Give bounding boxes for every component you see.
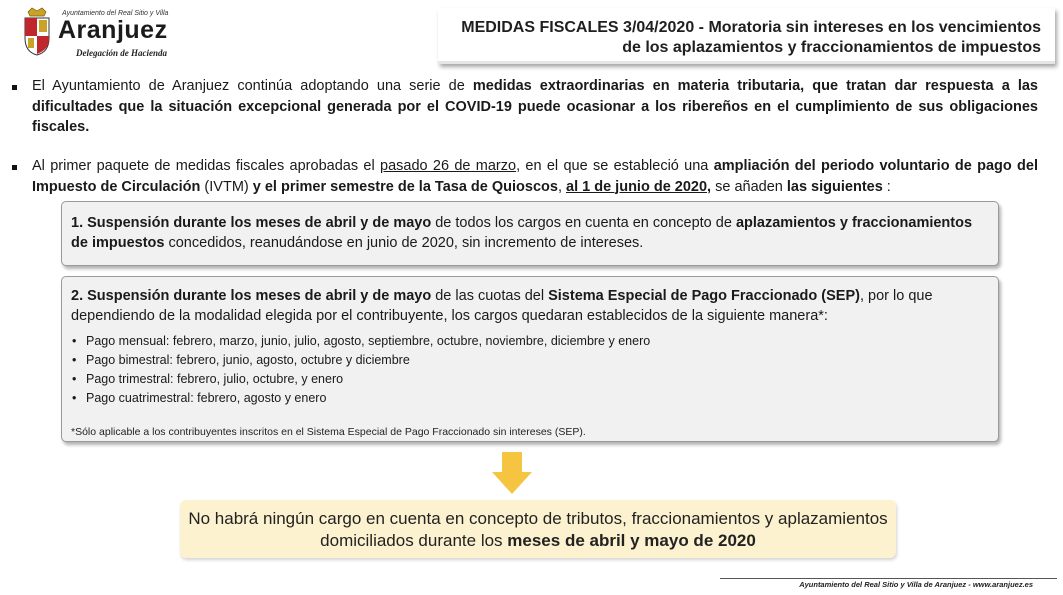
- brand-small-text: Ayuntamiento del Real Sitio y Villa: [62, 10, 169, 17]
- callout-bold: meses de abril y mayo de 2020: [507, 531, 756, 550]
- list-item: • Pago bimestral: febrero, junio, agosto, octubre y diciembre: [72, 351, 650, 370]
- footer-text: Ayuntamiento del Real Sitio y Villa de Aranjuez - www.aranjuez.es: [799, 580, 1033, 589]
- measure-1-text: [71, 213, 986, 253]
- payment-schedule-list: [72, 332, 650, 408]
- title-underline: [438, 61, 1055, 64]
- page-title: [441, 18, 1041, 58]
- title-rest: Moratoria sin intereses en los vencimientos de los aplazamientos y fraccionamientos de impuestos: [622, 19, 1041, 56]
- callout-body: No habrá ningún cargo en cuenta en concepto de tributos, fraccionamientos y aplazamientos domiciliados durante los: [188, 509, 888, 550]
- intro-paragraph: [32, 76, 1038, 138]
- measure-2-text: [71, 286, 986, 326]
- para2-deadline: al 1 de junio de 2020,: [566, 178, 712, 195]
- title-lead: MEDIDAS FISCALES 3/04/2020: [461, 19, 695, 36]
- summary-callout: [180, 500, 896, 558]
- brand-department: Delegación de Hacienda: [76, 48, 167, 58]
- para2-text: Al primer paquete de medidas fiscales aprobadas el: [32, 158, 380, 174]
- title-banner: [438, 8, 1055, 64]
- measure-1-heading: 1. Suspensión durante los meses de abril y de mayo: [71, 215, 432, 231]
- list-item: • Pago mensual: febrero, marzo, junio, julio, agosto, septiembre, octubre, noviembre, diciembre y enero: [72, 332, 650, 351]
- measure-2-box: [61, 276, 999, 442]
- measure-2-bold: Sistema Especial de Pago Fraccionado (SEP): [548, 288, 860, 304]
- measure-1-body: concedidos, reanudándose en junio de 2020, sin incremento de intereses.: [164, 235, 644, 251]
- measure-1-body: de todos los cargos en cuenta en concepto de: [431, 215, 736, 231]
- measure-2-body: , por lo que dependiendo de la modalidad elegida por el contribuyente, los cargos quedaran establecidos de la siguiente manera*:: [71, 288, 933, 324]
- para1-text: El Ayuntamiento de Aranjuez continúa adoptando una serie de: [32, 78, 473, 94]
- brand-name: Aranjuez: [58, 16, 168, 44]
- measures-paragraph: [32, 156, 1038, 197]
- para2-text: ,: [557, 178, 567, 195]
- title-dash: -: [694, 19, 709, 36]
- para2-text: :: [882, 178, 891, 195]
- list-item: • Pago cuatrimestral: febrero, agosto y enero: [72, 389, 650, 408]
- footnote: *Sólo aplicable a los contribuyentes inscritos en el Sistema Especial de Pago Fraccionado sin intereses (SEP).: [71, 426, 586, 438]
- para2-bold: las siguientes: [786, 178, 883, 195]
- para2-text: , en el que se estableció una: [516, 158, 714, 174]
- para2-text: se añaden: [711, 178, 787, 195]
- measure-2-heading: 2. Suspensión durante los meses de abril y de mayo: [71, 288, 432, 304]
- para1-bold: medidas extraordinarias en materia tributaria, que tratan dar respuesta a las dificultades que la situación excepcional generada por el COVID-19 puede ocasionar a los ribereños en el cumplimiento de sus obligaciones fiscales.: [32, 78, 1038, 135]
- measure-1-bold: aplazamientos y fraccionamientos de impuestos: [71, 215, 973, 251]
- measure-1-box: [61, 201, 999, 266]
- para2-date: pasado 26 de marzo: [380, 158, 517, 174]
- para2-bold: ampliación del periodo voluntario de pago del Impuesto de Circulación: [32, 158, 1039, 195]
- measure-2-body: de las cuotas del: [431, 288, 549, 304]
- arrow-down-icon: [492, 452, 532, 494]
- coat-of-arms-icon: [22, 6, 52, 56]
- callout-text: [180, 508, 896, 552]
- bullet-marker: [12, 165, 17, 170]
- footer-divider: [720, 578, 1057, 579]
- para2-bold: y el primer semestre de la Tasa de Quioscos: [252, 178, 558, 195]
- bullet-marker: [12, 85, 17, 90]
- brand-logo: [20, 6, 180, 62]
- para2-text: (IVTM): [200, 178, 253, 195]
- list-item: • Pago trimestral: febrero, julio, octubre, y enero: [72, 370, 650, 389]
